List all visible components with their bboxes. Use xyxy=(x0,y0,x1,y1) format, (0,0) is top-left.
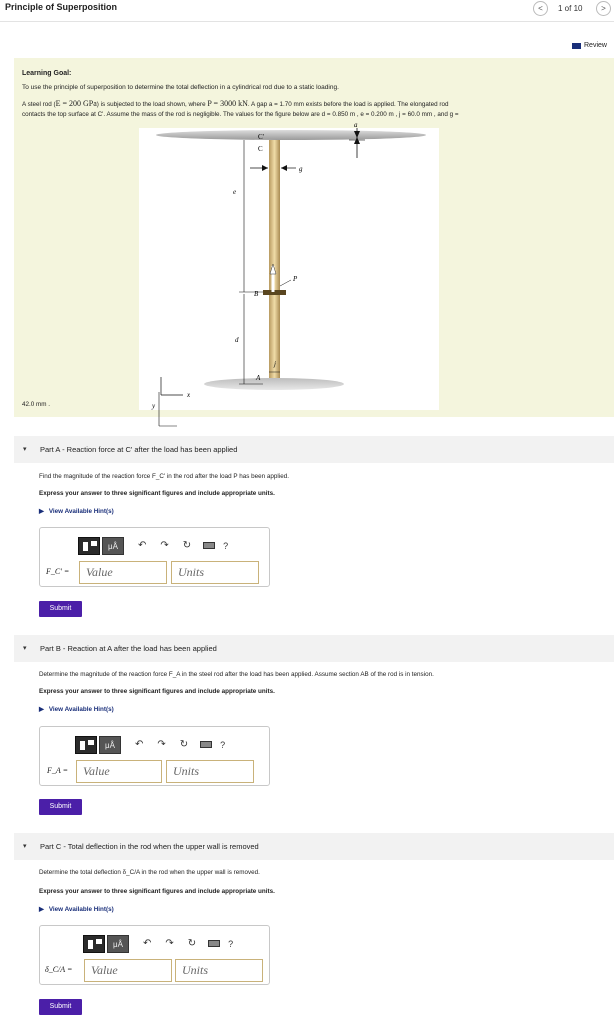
desc-part: ) is subjected to the load shown, where xyxy=(96,101,208,108)
units-symbols-button[interactable]: μÅ xyxy=(99,736,121,754)
part-a-hint-label: View Available Hint(s) xyxy=(48,508,114,515)
review-label: Review xyxy=(584,42,607,49)
reset-icon[interactable]: ↻ xyxy=(179,739,189,750)
part-b-answer-box xyxy=(39,726,270,786)
redo-icon[interactable]: ↷ xyxy=(160,540,169,551)
label-g: g xyxy=(299,165,303,173)
part-a-express: Express your answer to three significant figures and include appropriate units. xyxy=(39,490,275,497)
learning-goal-heading: Learning Goal: xyxy=(22,70,72,77)
label-y: y xyxy=(152,402,156,410)
expand-triangle-icon: ▶ xyxy=(39,508,44,515)
part-c-express: Express your answer to three significant figures and include appropriate units. xyxy=(39,888,275,895)
keyboard-icon[interactable] xyxy=(203,542,215,549)
page-title: Principle of Superposition xyxy=(5,2,118,12)
label-b: B xyxy=(254,290,259,298)
undo-icon[interactable]: ↶ xyxy=(138,540,147,551)
part-a-title: Part A - Reaction force at C' after the load has been applied xyxy=(40,445,238,454)
gap-value: a = 1.70 mm xyxy=(268,101,305,108)
label-j: j xyxy=(274,360,276,368)
modulus-value: E = 200 GPa xyxy=(55,99,97,108)
previous-item-button[interactable]: < xyxy=(533,1,548,16)
collapse-caret-icon[interactable]: ▾ xyxy=(23,843,27,850)
part-c-title: Part C - Total deflection in the rod when the upper wall is removed xyxy=(40,842,259,851)
top-surface xyxy=(156,130,426,140)
part-a-value-input[interactable]: Value xyxy=(79,561,167,584)
part-b-hint-link[interactable] xyxy=(39,706,114,713)
part-c-answer-box xyxy=(39,925,270,985)
part-a-answer-label: F_C' = xyxy=(46,567,70,576)
label-e: e xyxy=(233,188,237,196)
part-c-toolbar xyxy=(83,934,233,953)
undo-icon[interactable]: ↶ xyxy=(143,938,152,949)
desc-part: . A gap xyxy=(247,101,269,108)
part-a-units-input[interactable]: Units xyxy=(171,561,259,584)
part-a-toolbar xyxy=(78,536,228,555)
templates-icon[interactable] xyxy=(75,736,97,754)
label-p: P xyxy=(293,275,298,283)
steel-rod xyxy=(269,140,280,378)
desc-part: exists before the load is applied. The elongated rod xyxy=(304,101,449,108)
collapse-caret-icon[interactable]: ▾ xyxy=(23,446,27,453)
load-value: P = 3000 kN xyxy=(207,99,248,108)
bottom-support xyxy=(204,378,344,390)
collapse-caret-icon[interactable]: ▾ xyxy=(23,645,27,652)
part-b-toolbar xyxy=(75,735,225,754)
reset-icon[interactable]: ↻ xyxy=(187,938,197,949)
redo-icon[interactable]: ↷ xyxy=(165,938,174,949)
part-c-header[interactable] xyxy=(14,833,614,860)
review-link[interactable] xyxy=(572,42,607,49)
goal-tail-value: 42.0 mm . xyxy=(22,401,50,408)
label-c-prime: C' xyxy=(258,133,264,141)
part-b-answer-label: F_A = xyxy=(47,766,69,775)
part-c-instruction: Determine the total deflection δ_C/A in the rod when the upper wall is removed. xyxy=(39,869,260,876)
templates-icon[interactable] xyxy=(78,537,100,555)
part-b-header[interactable] xyxy=(14,635,614,662)
label-a-point: A xyxy=(256,374,261,382)
expand-triangle-icon: ▶ xyxy=(39,906,44,913)
rod-diagram xyxy=(139,121,439,410)
part-b-title: Part B - Reaction at A after the load has been applied xyxy=(40,644,217,653)
templates-icon[interactable] xyxy=(83,935,105,953)
part-c-answer-label: δ_C/A = xyxy=(45,965,73,974)
part-b-express: Express your answer to three significant figures and include appropriate units. xyxy=(39,688,275,695)
next-item-button[interactable]: > xyxy=(596,1,611,16)
part-b-value-input[interactable]: Value xyxy=(76,760,162,783)
redo-icon[interactable]: ↷ xyxy=(157,739,166,750)
part-c-hint-link[interactable] xyxy=(39,906,114,913)
label-a: a xyxy=(354,121,358,129)
learning-goal-panel xyxy=(14,58,614,417)
axis-x-label: x xyxy=(187,391,191,399)
expand-triangle-icon: ▶ xyxy=(39,706,44,713)
units-symbols-button[interactable]: μÅ xyxy=(107,935,129,953)
label-d: d xyxy=(235,336,239,344)
problem-description xyxy=(22,99,612,120)
help-icon[interactable]: ? xyxy=(220,739,226,750)
rod-figure xyxy=(139,121,439,410)
learning-goal-intro: To use the principle of superposition to determine the total deflection in a cylindrical rod due to a static loading. xyxy=(22,84,339,91)
part-b-instruction: Determine the magnitude of the reaction force F_A in the steel rod after the load has been applied. Assume section AB of the rod is in tension. xyxy=(39,671,434,678)
undo-icon[interactable]: ↶ xyxy=(135,739,144,750)
part-a-answer-box xyxy=(39,527,270,587)
top-bar xyxy=(0,0,614,22)
part-b-hint-label: View Available Hint(s) xyxy=(48,706,114,713)
part-b-submit-button[interactable]: Submit xyxy=(39,799,82,815)
part-a-header[interactable] xyxy=(14,436,614,463)
page-counter: 1 of 10 xyxy=(558,4,583,13)
part-b-units-input[interactable]: Units xyxy=(166,760,254,783)
desc-line-2: contacts the top surface at C'. Assume the mass of the rod is negligible. The values for the figure below are d = 0.850 m , e = 0.200 m , j = 60.0 mm , and g = xyxy=(22,111,459,118)
reset-icon[interactable]: ↻ xyxy=(182,540,192,551)
part-c-value-input[interactable]: Value xyxy=(84,959,172,982)
help-icon[interactable]: ? xyxy=(228,938,234,949)
label-c: C xyxy=(258,145,263,153)
part-a-hint-link[interactable] xyxy=(39,508,114,515)
part-c-hint-label: View Available Hint(s) xyxy=(48,906,114,913)
coordinate-axes xyxy=(159,375,209,411)
part-c-units-input[interactable]: Units xyxy=(175,959,263,982)
review-icon xyxy=(572,43,581,49)
desc-part: A steel rod ( xyxy=(22,101,56,108)
help-icon[interactable]: ? xyxy=(223,540,229,551)
part-c-submit-button[interactable]: Submit xyxy=(39,999,82,1015)
part-a-instruction: Find the magnitude of the reaction force F_C' in the rod after the load P has been applied. xyxy=(39,473,289,480)
keyboard-icon[interactable] xyxy=(200,741,212,748)
units-symbols-button[interactable]: μÅ xyxy=(102,537,124,555)
part-a-submit-button[interactable]: Submit xyxy=(39,601,82,617)
keyboard-icon[interactable] xyxy=(208,940,220,947)
